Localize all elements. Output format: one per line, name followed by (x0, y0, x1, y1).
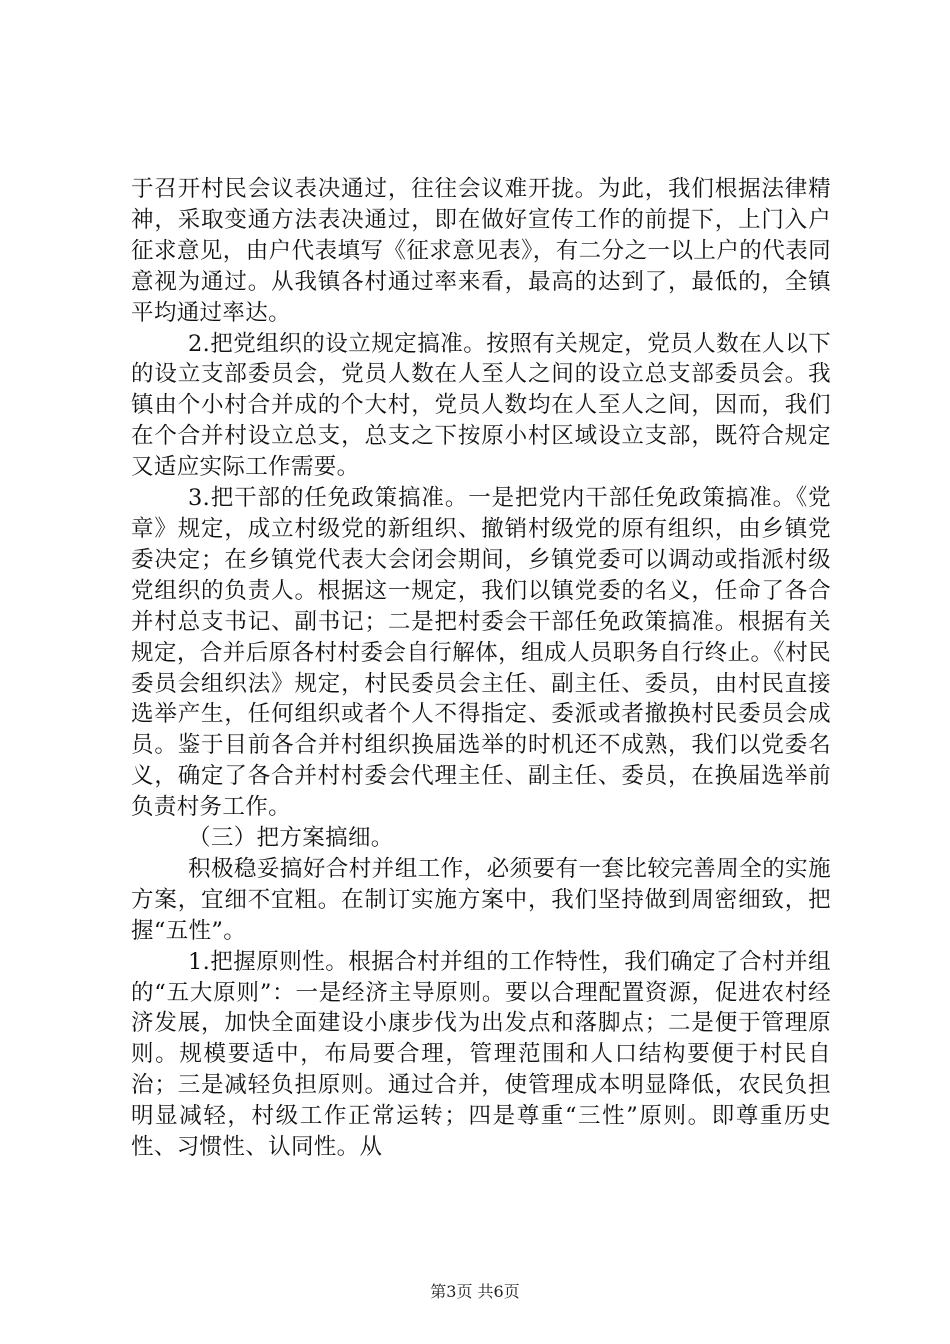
document-body (131, 174, 831, 1163)
section-heading-plan: （三）把方案搞细。 (188, 825, 394, 852)
page-footer: 第3页 共6页 (430, 1282, 520, 1301)
paragraph-continuation: 于召开村民会议表决通过，往往会议难开拢。为此，我们根据法律精神，采取变通方法表决通过，即在做好宣传工作的前提下，上门入户征求意见，由户代表填写《征求意见表》，有二分之一以上户的代表同意视为通过。从我镇各村通过率来看，最高的达到了，最低的，全镇平均通过率达。 (131, 176, 831, 326)
paragraph-principles: 1.把握原则性。根据合村并组的工作特性，我们确定了合村并组的“五大原则”：一是经济主导原则。要以合理配置资源，促进农村经济发展，加快全面建设小康步伐为出发点和落脚点；二是便于管理原则。规模要适中，布局要合理，管理范围和人口结构要便于村民自治；三是减轻负担原则。通过合并，使管理成本明显降低，农民负担明显减轻，村级工作正常运转；四是尊重“三性”原则。即尊重历史性、习惯性、认同性。从 (131, 948, 831, 1161)
paragraph-cadre-appointment: 3.把干部的任免政策搞准。一是把党内干部任免政策搞准。《党章》规定，成立村级党的新组织、撤销村级党的原有组织，由乡镇党委决定；在乡镇党代表大会闭会期间，乡镇党委可以调动或指派村级党组织的负责人。根据这一规定，我们以镇党委的名义，任命了各合并村总支书记、副书记；二是把村委会干部任免政策搞准。根据有关规定，合并后原各村村委会自行解体，组成人员职务自行终止。《村民委员会组织法》规定，村民委员会主任、副主任、委员，由村民直接选举产生，任何组织或者个人不得指定、委派或者撤换村民委员会成员。鉴于目前各合并村组织换届选举的时机还不成熟，我们以党委名义，确定了各合并村村委会代理主任、副主任、委员，在换届选举前负责村务工作。 (131, 485, 831, 821)
paragraph-plan-intro: 积极稳妥搞好合村并组工作，必须要有一套比较完善周全的实施方案，宜细不宜粗。在制订实施方案中，我们坚持做到周密细致，把握“五性”。 (131, 855, 831, 944)
paragraph-party-organization: 2.把党组织的设立规定搞准。按照有关规定，党员人数在人以下的设立支部委员会，党员人数在人至人之间的设立总支部委员会。我镇由个小村合并成的个大村，党员人数均在人至人之间，因而，我们在个合并村设立总支，总支之下按原小村区域设立支部，既符合规定又适应实际工作需要。 (131, 330, 831, 481)
